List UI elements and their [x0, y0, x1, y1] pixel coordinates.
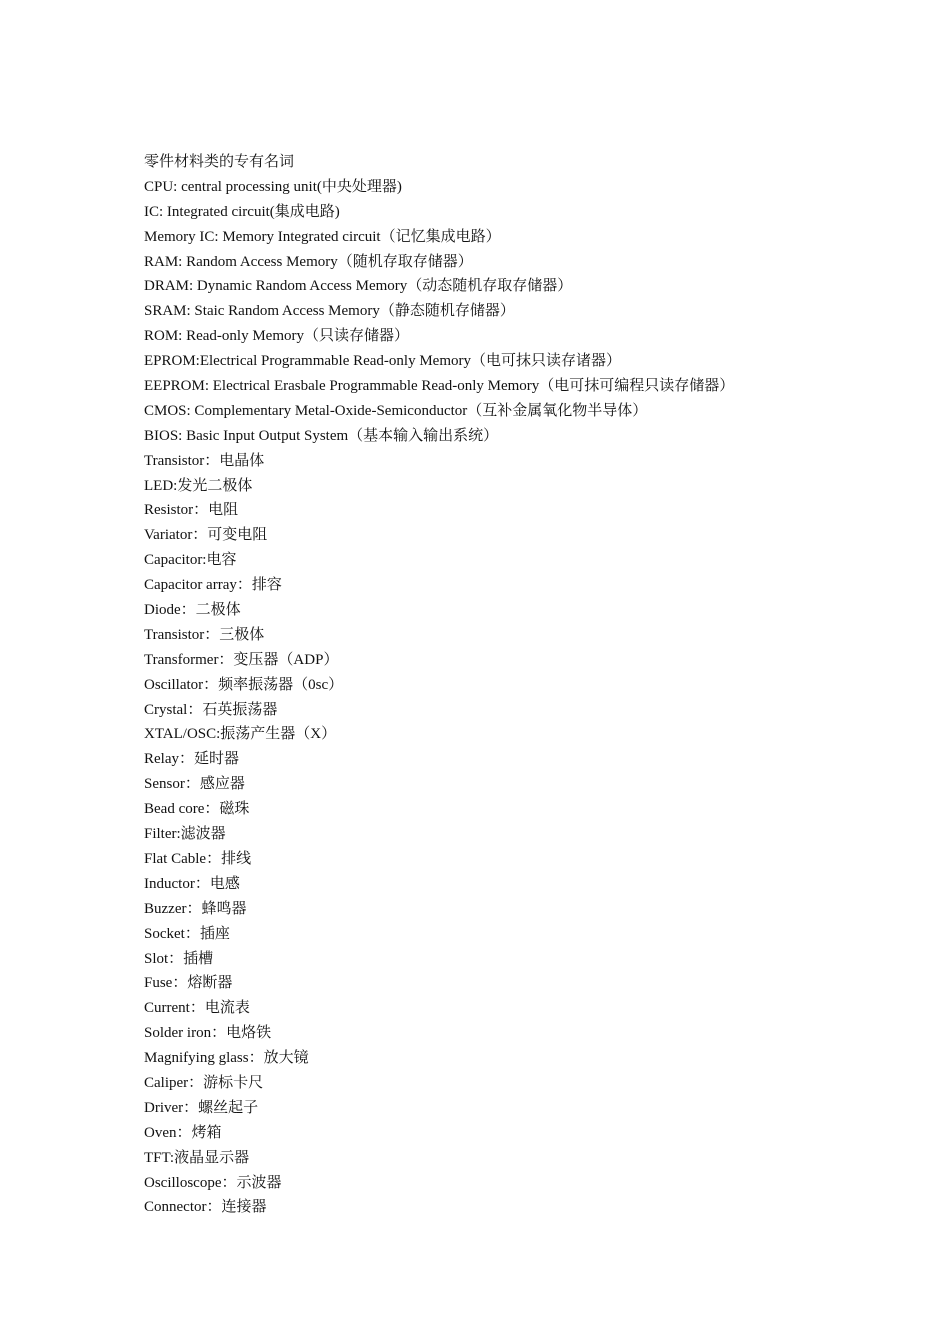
term-line: Inductor：电感	[144, 875, 240, 892]
term-line: Filter:滤波器	[144, 826, 226, 843]
term-line: Sensor：感应器	[144, 776, 245, 793]
term-line: Magnifying glass：放大镜	[144, 1050, 309, 1067]
term-line: Caliper：游标卡尺	[144, 1074, 264, 1091]
term-line: Relay：延时器	[144, 751, 239, 768]
term-line: BIOS: Basic Input Output System（基本输入输出系统）	[144, 427, 499, 444]
term-line: EEPROM: Electrical Erasbale Programmable Read-only Memory（电可抹可编程只读存储器）	[144, 378, 735, 395]
term-line: XTAL/OSC:振荡产生器（X）	[144, 726, 337, 743]
term-line: Transistor：电晶体	[144, 452, 265, 469]
term-line: Driver：螺丝起子	[144, 1099, 259, 1116]
term-line: RAM: Random Access Memory（随机存取存储器）	[144, 253, 473, 270]
term-line: Memory IC: Memory Integrated circuit（记忆集成电路）	[144, 228, 501, 245]
term-line: Oven：烤箱	[144, 1124, 222, 1141]
document-title: 零件材料类的专有名词	[144, 154, 295, 170]
term-line: Current：电流表	[144, 1000, 250, 1017]
term-line: Bead core：磁珠	[144, 801, 250, 818]
term-line: Capacitor array：排容	[144, 577, 282, 594]
term-line: Oscilloscope：示波器	[144, 1174, 282, 1191]
term-line: Socket：插座	[144, 925, 230, 942]
term-line: DRAM: Dynamic Random Access Memory（动态随机存取存储器）	[144, 278, 573, 295]
term-line: Solder iron：电烙铁	[144, 1025, 272, 1042]
term-line: IC: Integrated circuit(集成电路)	[144, 203, 340, 220]
term-line: Transistor：三极体	[144, 626, 265, 643]
term-line: TFT:液晶显示器	[144, 1149, 250, 1166]
term-line: LED:发光二极体	[144, 477, 253, 494]
term-line: Crystal：石英振荡器	[144, 701, 278, 718]
term-line: SRAM: Staic Random Access Memory（静态随机存储器）	[144, 303, 515, 320]
term-line: Fuse：熔断器	[144, 975, 233, 992]
term-line: Slot：插槽	[144, 950, 214, 967]
term-line: Connector：连接器	[144, 1199, 267, 1216]
term-line: Buzzer：蜂鸣器	[144, 900, 247, 917]
term-line: Capacitor:电容	[144, 552, 237, 569]
document-body	[144, 150, 844, 1220]
term-line: EPROM:Electrical Programmable Read-only Memory（电可抹只读存诸器）	[144, 353, 622, 370]
term-line: Oscillator：频率振荡器（0sc）	[144, 676, 344, 693]
term-line: Resistor：电阻	[144, 502, 239, 519]
term-line: CMOS: Complementary Metal-Oxide-Semiconductor（互补金属氧化物半导体）	[144, 402, 648, 419]
term-line: CPU: central processing unit(中央处理器)	[144, 178, 402, 195]
term-line: ROM: Read-only Memory（只读存储器）	[144, 328, 409, 345]
term-line: Diode：二极体	[144, 602, 241, 619]
term-line: Variator：可变电阻	[144, 527, 268, 544]
term-line: Transformer：变压器（ADP）	[144, 651, 339, 668]
term-line: Flat Cable：排线	[144, 850, 252, 867]
